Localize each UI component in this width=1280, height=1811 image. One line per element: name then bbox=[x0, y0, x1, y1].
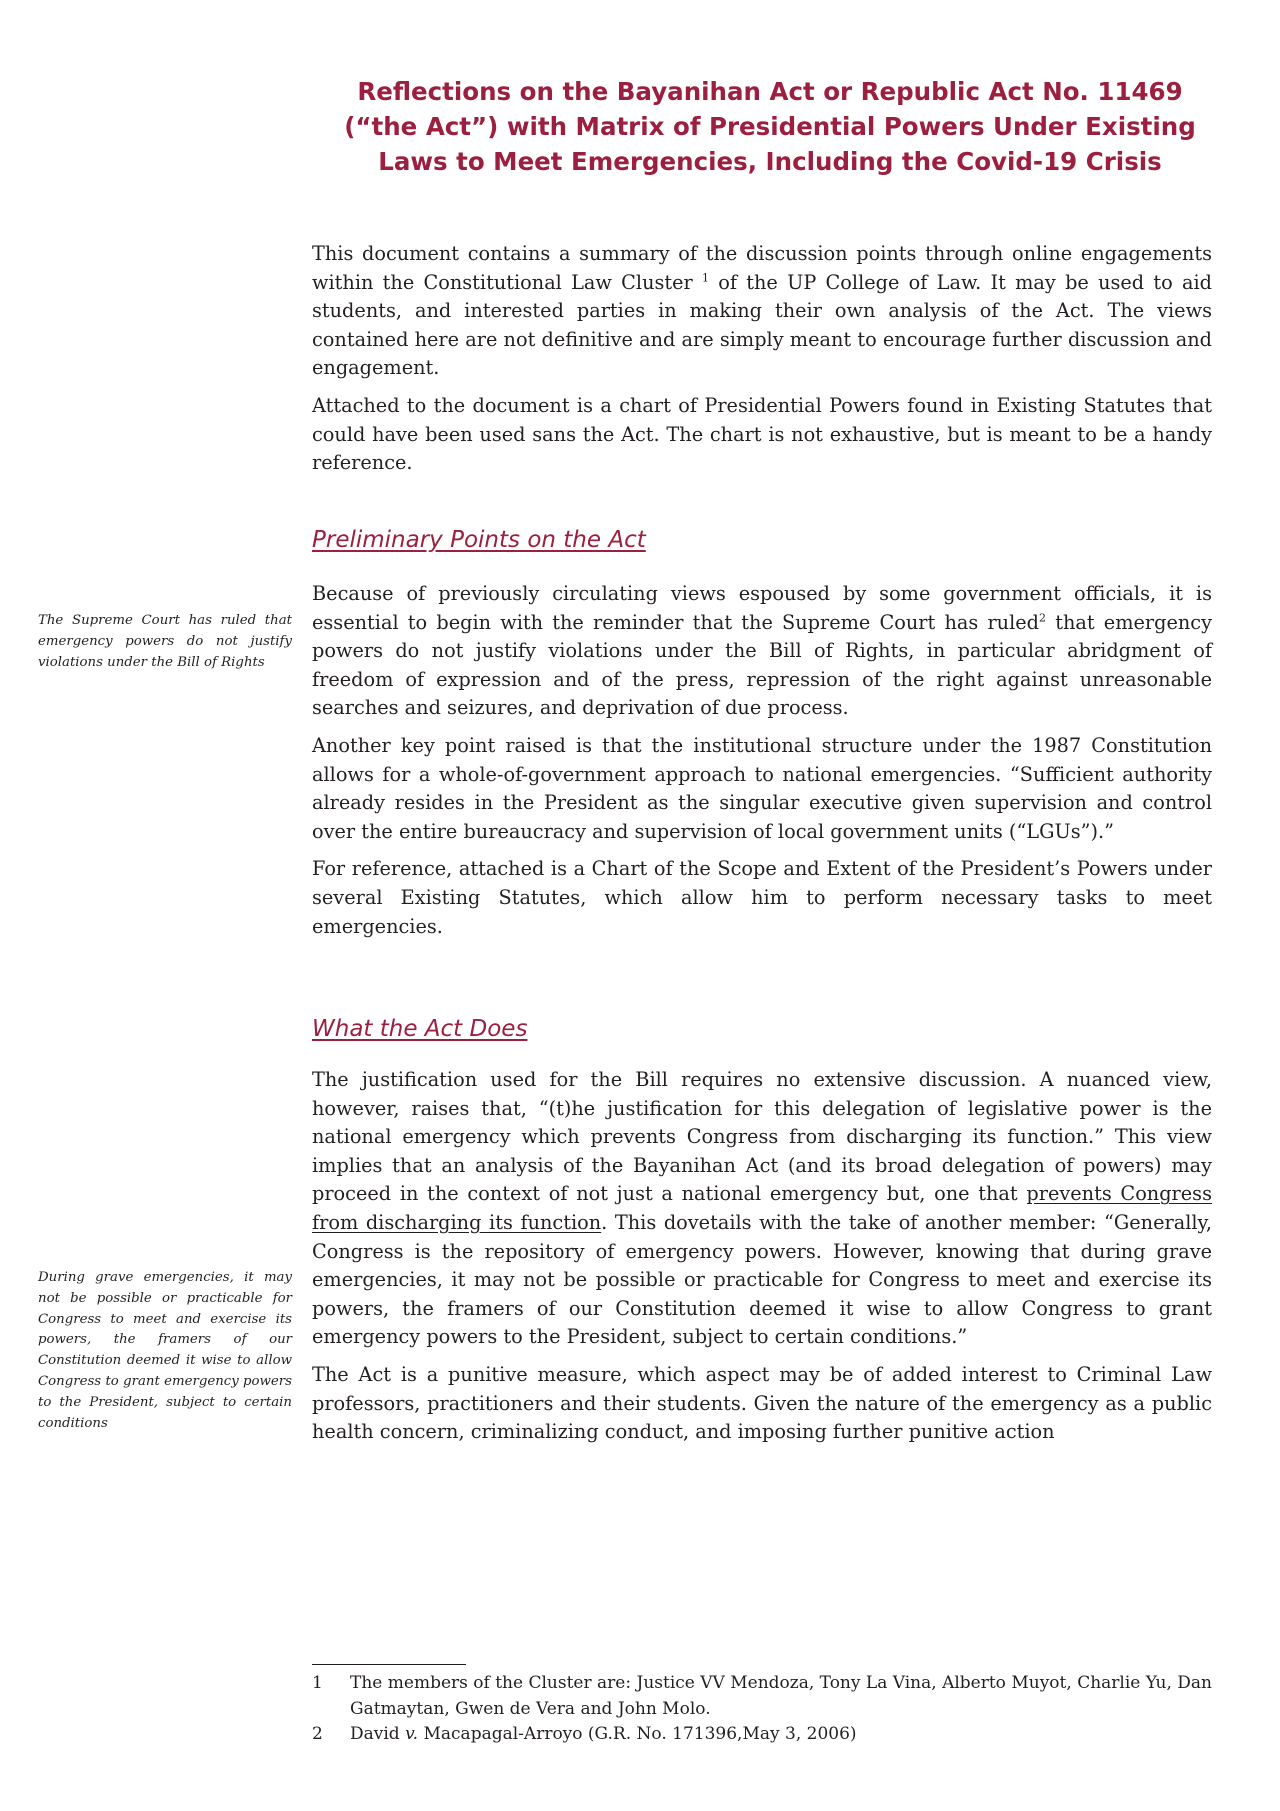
act-paragraph-1: The justification used for the Bill requires no extensive discussion. A nuanced view, however, raises that, “(t)he justification for this delegation of legislative power is the national emergency which prevents Congress from discharging its function.” This view implies that an analysis of the Bayanihan Act (and its broad delegation of powers) may proceed in the context of not just a national emergency but, one that prevents Congress from discharging its function. This dovetails with the take of another member: “Generally, Congress is the repository of emergency powers. However, knowing that during grave emergencies, it may not be possible or practicable for Congress to meet and exercise its powers, the framers of our Constitution deemed it wise to allow Congress to grant emergency powers to the President, subject to certain conditions.” bbox=[312, 1068, 1212, 1349]
intro-paragraph-2: Attached to the document is a chart of Presidential Powers found in Existing Statutes that could have been used sans the Act. The chart is not exhaustive, but is meant to be a handy reference. bbox=[312, 393, 1212, 475]
title-line-2: (“the Act”) with Matrix of Presidential Powers Under Existing bbox=[344, 112, 1196, 141]
document-title bbox=[320, 74, 1220, 179]
title-line-1: Reflections on the Bayanihan Act or Republic Act No. 11469 bbox=[357, 77, 1183, 106]
what-the-act-does-section bbox=[312, 1066, 1212, 1456]
section-heading-what-the-act-does: What the Act Does bbox=[312, 1016, 528, 1042]
sidenote-supreme-court: The Supreme Court has ruled that emergency powers do not justify violations under the Bill of Rights bbox=[38, 613, 292, 670]
footnote-number: 2 bbox=[312, 1724, 323, 1744]
footnote-text: The members of the Cluster are: Justice VV Mendoza, Tony La Vina, Alberto Muyot, Charlie Yu, Dan Gatmaytan, Gwen de Vera and John Molo. bbox=[350, 1673, 1212, 1719]
footnote-divider bbox=[312, 1664, 466, 1665]
footnotes bbox=[312, 1671, 1212, 1748]
intro-section bbox=[312, 240, 1212, 487]
preliminary-paragraph-2: Another key point raised is that the institutional structure under the 1987 Constitution allows for a whole-of-government approach to national emergencies. “Sufficient authority already resides in the President as the singular executive given supervision and control over the entire bureaucracy and supervision of local government units (“LGUs”).” bbox=[312, 733, 1212, 843]
preliminary-paragraph-3: For reference, attached is a Chart of the Scope and Extent of the President’s Powers under several Existing Statutes, which allow him to perform necessary tasks to meet emergencies. bbox=[312, 857, 1212, 938]
preliminary-paragraph-1: Because of previously circulating views espoused by some government officials, it is essential to begin with the reminder that the Supreme Court has ruled$^2$ that emergency powers do not justify violations under the Bill of Rights, in particular abridgment of freedom of expression and of the press, repression of the right against unreasonable searches and seizures, and deprivation of due process. bbox=[312, 582, 1212, 720]
section-heading-preliminary: Preliminary Points on the Act bbox=[312, 527, 646, 553]
intro-paragraph-1: This document contains a summary of the discussion points through online engagements within the Constitutional Law Cluster $^1$ of the UP College of Law. It may be used to aid students, and interested parties in making their own analysis of the Act. The views contained here are not definitive and are simply meant to encourage further discussion and engagement. bbox=[312, 242, 1212, 380]
sidenote-grave-emergencies: During grave emergencies, it may not be possible or practicable for Congress to meet and exercise its powers, the framers of our Constitution deemed it wise to allow Congress to grant emergency powers to the President, subject to certain conditions bbox=[38, 1270, 292, 1431]
act-paragraph-2: The Act is a punitive measure, which aspect may be of added interest to Criminal Law professors, practitioners and their students. Given the nature of the emergency as a public health concern, criminalizing conduct, and imposing further punitive action bbox=[312, 1362, 1212, 1444]
footnote-ref-1[interactable]: 1 bbox=[702, 271, 710, 285]
footnote-number: 1 bbox=[312, 1673, 323, 1693]
footnote-1 bbox=[312, 1671, 1212, 1722]
preliminary-section bbox=[312, 580, 1212, 950]
footnote-text: David v. Macapagal-Arroyo (G.R. No. 171396,May 3, 2006) bbox=[350, 1724, 857, 1744]
title-line-3: Laws to Meet Emergencies, Including the Covid-19 Crisis bbox=[378, 147, 1162, 176]
underlined-phrase: prevents Congress from discharging its function bbox=[312, 1182, 1212, 1234]
footnote-ref-2[interactable]: 2 bbox=[1039, 611, 1047, 625]
footnote-2 bbox=[312, 1722, 1212, 1748]
